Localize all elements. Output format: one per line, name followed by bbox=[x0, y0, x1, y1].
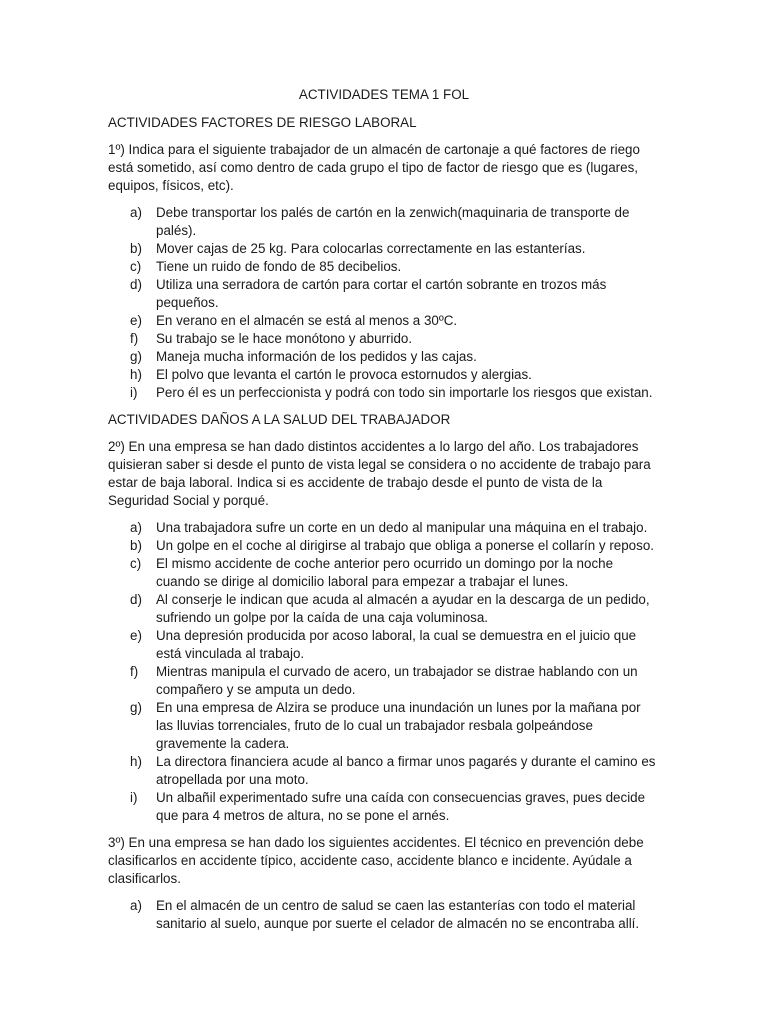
list-marker: g) bbox=[130, 700, 142, 715]
list-item-text: Una trabajadora sufre un corte en un dedo al manipular una máquina en el trabajo. bbox=[156, 520, 648, 535]
list-marker: a) bbox=[130, 205, 142, 220]
list-marker: f) bbox=[130, 331, 139, 346]
list-item bbox=[108, 204, 660, 240]
list-marker: a) bbox=[130, 898, 142, 913]
list-item-text: Mientras manipula el curvado de acero, un trabajador se distrae hablando con un compañero y se amputa un dedo. bbox=[156, 664, 638, 697]
question-1: 1º) Indica para el siguiente trabajador de un almacén de cartonaje a qué factores de riego está sometido, así como dentro de cada grupo el tipo de factor de riesgo que es (lugares, equipos, físicos, etc). bbox=[108, 142, 640, 193]
section-heading-risk-factors: ACTIVIDADES FACTORES DE RIESGO LABORAL bbox=[108, 115, 417, 130]
question-2: 2º) En una empresa se han dado distintos accidentes a lo largo del año. Los trabajadores quisieran saber si desde el punto de vista legal se considera o no accidente de trabajo para estar de baja laboral. Indica si es accidente de trabajo desde el punto de vista de la Seguridad Social y porqué. bbox=[108, 439, 651, 508]
list-item bbox=[108, 663, 660, 699]
list-item-text: Un golpe en el coche al dirigirse al trabajo que obliga a ponerse el collarín y reposo. bbox=[156, 538, 654, 553]
document-title: ACTIVIDADES TEMA 1 FOL bbox=[298, 87, 470, 102]
question-1-list bbox=[108, 204, 660, 402]
list-item bbox=[108, 312, 660, 330]
list-item bbox=[108, 258, 660, 276]
list-item bbox=[108, 753, 660, 789]
list-item-text: Un albañil experimentado sufre una caída con consecuencias graves, pues decide que para 4 metros de altura, no se pone el arnés. bbox=[156, 790, 646, 823]
list-item-text: Mover cajas de 25 kg. Para colocarlas correctamente en las estanterías. bbox=[156, 241, 586, 256]
list-marker: h) bbox=[130, 367, 142, 382]
list-marker: i) bbox=[130, 385, 138, 400]
list-marker: a) bbox=[130, 520, 142, 535]
list-marker: c) bbox=[130, 259, 142, 274]
list-marker: d) bbox=[130, 592, 142, 607]
list-item bbox=[108, 591, 660, 627]
section-heading-health-damage: ACTIVIDADES DAÑOS A LA SALUD DEL TRABAJADOR bbox=[108, 412, 451, 427]
list-item bbox=[108, 519, 660, 537]
list-item-text: En el almacén de un centro de salud se caen las estanterías con todo el material sanitario al suelo, aunque por suerte el celador de almacén no se encontraba allí. bbox=[156, 898, 640, 931]
list-item bbox=[108, 330, 660, 348]
list-item bbox=[108, 276, 660, 312]
list-item-text: Utiliza una serradora de cartón para cortar el cartón sobrante en trozos más pequeños. bbox=[156, 277, 607, 310]
question-2-list bbox=[108, 519, 660, 825]
list-marker: f) bbox=[130, 664, 139, 679]
list-item bbox=[108, 366, 660, 384]
list-item-text: Su trabajo se le hace monótono y aburrido. bbox=[156, 331, 413, 346]
list-item-text: Tiene un ruido de fondo de 85 decibelios. bbox=[156, 259, 402, 274]
question-3-list bbox=[108, 897, 660, 933]
list-item-text: Una depresión producida por acoso laboral, la cual se demuestra en el juicio que está vinculada al trabajo. bbox=[156, 628, 637, 661]
list-item bbox=[108, 384, 660, 402]
list-item bbox=[108, 699, 660, 753]
list-item bbox=[108, 789, 660, 825]
list-marker: h) bbox=[130, 754, 142, 769]
list-marker: e) bbox=[130, 628, 142, 643]
list-marker: d) bbox=[130, 277, 142, 292]
list-marker: c) bbox=[130, 556, 142, 571]
list-item-text: Pero él es un perfeccionista y podrá con todo sin importarle los riesgos que existan. bbox=[156, 385, 653, 400]
list-item-text: La directora financiera acude al banco a firmar unos pagarés y durante el camino es atropellada por una moto. bbox=[156, 754, 656, 787]
question-3: 3º) En una empresa se han dado los siguientes accidentes. El técnico en prevención debe clasificarlos en accidente típico, accidente caso, accidente blanco e incidente. Ayúdale a clasificarlos. bbox=[108, 835, 644, 886]
list-item bbox=[108, 240, 660, 258]
list-item-text: Debe transportar los palés de cartón en la zenwich(maquinaria de transporte de palés). bbox=[156, 205, 630, 238]
list-marker: e) bbox=[130, 313, 142, 328]
list-marker: i) bbox=[130, 790, 138, 805]
list-item bbox=[108, 897, 660, 933]
list-marker: b) bbox=[130, 538, 142, 553]
list-item-text: Maneja mucha información de los pedidos y las cajas. bbox=[156, 349, 477, 364]
list-item bbox=[108, 627, 660, 663]
list-item bbox=[108, 348, 660, 366]
list-item bbox=[108, 555, 660, 591]
list-marker: g) bbox=[130, 349, 142, 364]
list-item-text: Al conserje le indican que acuda al almacén a ayudar en la descarga de un pedido, sufriendo un golpe por la caída de una caja voluminosa. bbox=[156, 592, 650, 625]
list-item-text: En una empresa de Alzira se produce una inundación un lunes por la mañana por las lluvias torrenciales, fruto de lo cual un trabajador resbala golpeándose gravemente la cadera. bbox=[156, 700, 641, 751]
list-item-text: El mismo accidente de coche anterior pero ocurrido un domingo por la noche cuando se dirige al domicilio laboral para empezar a trabajar el lunes. bbox=[156, 556, 614, 589]
list-item-text: El polvo que levanta el cartón le provoca estornudos y alergias. bbox=[156, 367, 532, 382]
list-item-text: En verano en el almacén se está al menos a 30ºC. bbox=[156, 313, 458, 328]
list-marker: b) bbox=[130, 241, 142, 256]
list-item bbox=[108, 537, 660, 555]
